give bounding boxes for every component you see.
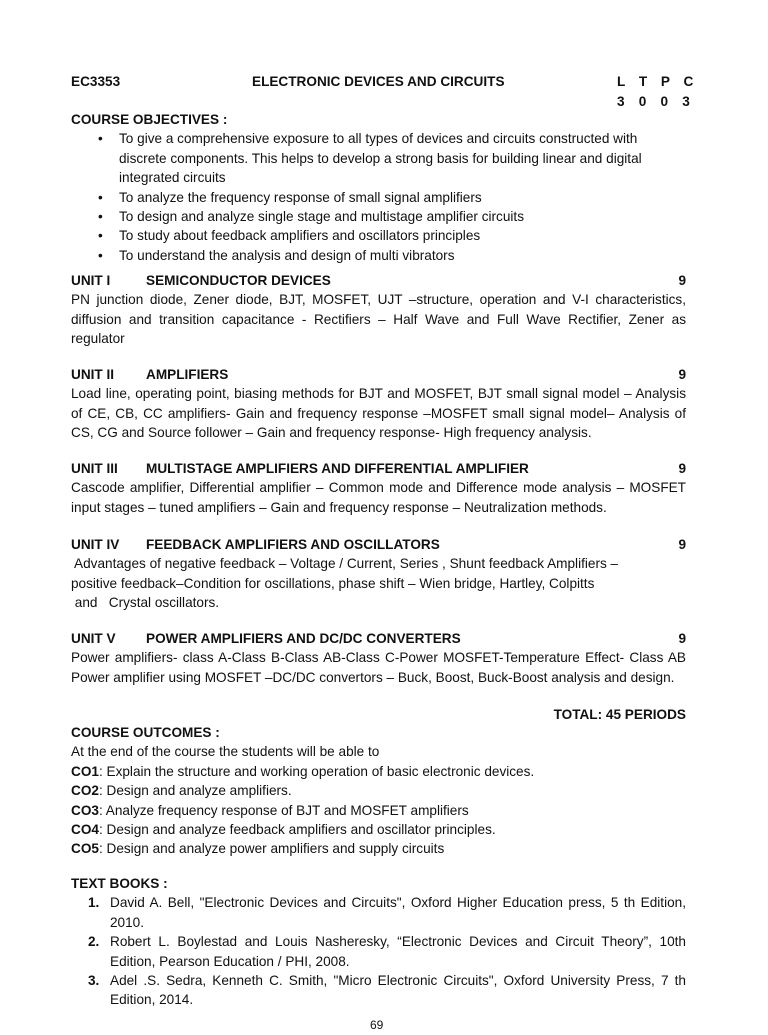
total-periods: TOTAL: 45 PERIODS xyxy=(553,707,686,722)
ltpc-values: 3 0 0 3 xyxy=(617,94,695,109)
textbooks-heading: TEXT BOOKS : xyxy=(71,876,168,891)
unit-body-line: positive feedback–Condition for oscillations, phase shift – Wien bridge, Hartley, Colpitts xyxy=(71,575,595,591)
unit-2-header xyxy=(71,365,686,384)
unit-3 xyxy=(71,459,686,517)
objective-item: • To give a comprehensive exposure to all types of devices and circuits constructed with discrete components. This helps to develop a strong basis for building linear and digital integrated circuits xyxy=(119,129,686,187)
outcome-text: : Explain the structure and working operation of basic electronic devices. xyxy=(98,763,535,779)
objectives-list xyxy=(71,129,686,265)
unit-title: SEMICONDUCTOR DEVICES xyxy=(146,273,331,288)
unit-title: MULTISTAGE AMPLIFIERS AND DIFFERENTIAL AMPLIFIER xyxy=(146,461,529,476)
objective-item: • To design and analyze single stage and multistage amplifier circuits xyxy=(119,207,686,226)
outcome-item xyxy=(71,762,686,781)
unit-body: PN junction diode, Zener diode, BJT, MOSFET, UJT –structure, operation and V-I characteristics, diffusion and transition capacitance - Rectifiers – Half Wave and Full Wave Rectifier, Zener as regulator xyxy=(71,292,686,347)
unit-body-line: Advantages of negative feedback – Voltage / Current, Series , Shunt feedback Amplifiers – xyxy=(71,556,619,572)
unit-number: UNIT V xyxy=(71,631,116,646)
outcome-code: CO1 xyxy=(71,763,99,779)
textbook-number: 2. xyxy=(88,934,100,950)
objective-item: • To study about feedback amplifiers and oscillators principles xyxy=(119,226,686,245)
textbook-text: David A. Bell, "Electronic Devices and Circuits", Oxford Higher Education press, 5 th Edition, 2010. xyxy=(110,895,686,930)
unit-body: Cascode amplifier, Differential amplifier – Common mode and Difference mode analysis – MOSFET input stages – tuned amplifiers – Gain and frequency response – Neutralization methods. xyxy=(71,480,686,515)
textbook-item xyxy=(88,932,686,971)
unit-3-header xyxy=(71,459,686,478)
outcome-code: CO4 xyxy=(71,822,99,838)
unit-number: UNIT II xyxy=(71,367,115,382)
textbook-text: Robert L. Boylestad and Louis Nasheresky, “Electronic Devices and Circuit Theory”, 10th Edition, Pearson Education / PHI, 2008. xyxy=(110,934,686,969)
outcome-code: CO2 xyxy=(71,783,99,799)
course-code: EC3353 xyxy=(71,74,121,89)
ltpc-label: L T P C xyxy=(617,74,699,89)
unit-1 xyxy=(71,271,686,349)
unit-4 xyxy=(71,535,686,613)
outcome-code: CO5 xyxy=(71,841,99,857)
unit-body: Load line, operating point, biasing methods for BJT and MOSFET, BJT small signal model – Analysis of CE, CB, CC amplifiers- Gain and frequency response –MOSFET small signal model– Analysis of CS, CG and Source follower – Gain and frequency response- High frequency analysis. xyxy=(71,386,686,441)
textbook-text: Adel .S. Sedra, Kenneth C. Smith, "Micro Electronic Circuits", Oxford University Press, 7 th Edition, 2014. xyxy=(110,973,686,1008)
unit-title: POWER AMPLIFIERS AND DC/DC CONVERTERS xyxy=(146,631,461,646)
outcome-text: : Design and analyze feedback amplifiers and oscillator principles. xyxy=(98,822,496,838)
unit-title: AMPLIFIERS xyxy=(146,367,229,382)
unit-hours: 9 xyxy=(678,537,686,552)
outcomes-intro: At the end of the course the students will be able to xyxy=(71,744,380,760)
course-outcomes xyxy=(71,723,686,859)
unit-5 xyxy=(71,629,686,687)
outcome-code: CO3 xyxy=(71,802,99,818)
outcome-text: : Design and analyze power amplifiers and supply circuits xyxy=(98,841,445,857)
unit-hours: 9 xyxy=(678,631,686,646)
course-title: ELECTRONIC DEVICES AND CIRCUITS xyxy=(252,74,505,89)
course-objectives xyxy=(71,110,686,265)
unit-1-header xyxy=(71,271,686,290)
textbook-item xyxy=(88,971,686,1010)
objective-item: • To analyze the frequency response of small signal amplifiers xyxy=(119,188,686,207)
unit-hours: 9 xyxy=(678,273,686,288)
objective-item: • To understand the analysis and design of multi vibrators xyxy=(119,246,686,265)
unit-5-header xyxy=(71,629,686,648)
outcome-item xyxy=(71,801,686,820)
outcome-item xyxy=(71,781,686,800)
unit-number: UNIT III xyxy=(71,461,118,476)
outcome-item xyxy=(71,839,686,858)
unit-hours: 9 xyxy=(678,461,686,476)
outcomes-heading: COURSE OUTCOMES : xyxy=(71,725,220,740)
textbook-item xyxy=(88,893,686,932)
textbook-number: 1. xyxy=(88,895,100,911)
unit-hours: 9 xyxy=(678,367,686,382)
page-number: 69 xyxy=(370,1018,384,1032)
objectives-heading: COURSE OBJECTIVES : xyxy=(71,112,228,127)
unit-number: UNIT IV xyxy=(71,537,120,552)
textbook-number: 3. xyxy=(88,973,100,989)
outcome-text: : Design and analyze amplifiers. xyxy=(98,783,292,799)
unit-title: FEEDBACK AMPLIFIERS AND OSCILLATORS xyxy=(146,537,440,552)
unit-body: Power amplifiers- class A-Class B-Class AB-Class C-Power MOSFET-Temperature Effect- Class AB Power amplifier using MOSFET –DC/DC convertors – Buck, Boost, Buck-Boost analysis and design. xyxy=(71,650,686,685)
unit-4-header xyxy=(71,535,686,554)
unit-2 xyxy=(71,365,686,443)
unit-body-line: and Crystal oscillators. xyxy=(71,595,220,611)
outcome-text: : Analyze frequency response of BJT and MOSFET amplifiers xyxy=(98,802,469,818)
text-books xyxy=(71,874,686,1010)
textbooks-list xyxy=(71,893,686,1009)
unit-number: UNIT I xyxy=(71,273,111,288)
outcome-item xyxy=(71,820,686,839)
